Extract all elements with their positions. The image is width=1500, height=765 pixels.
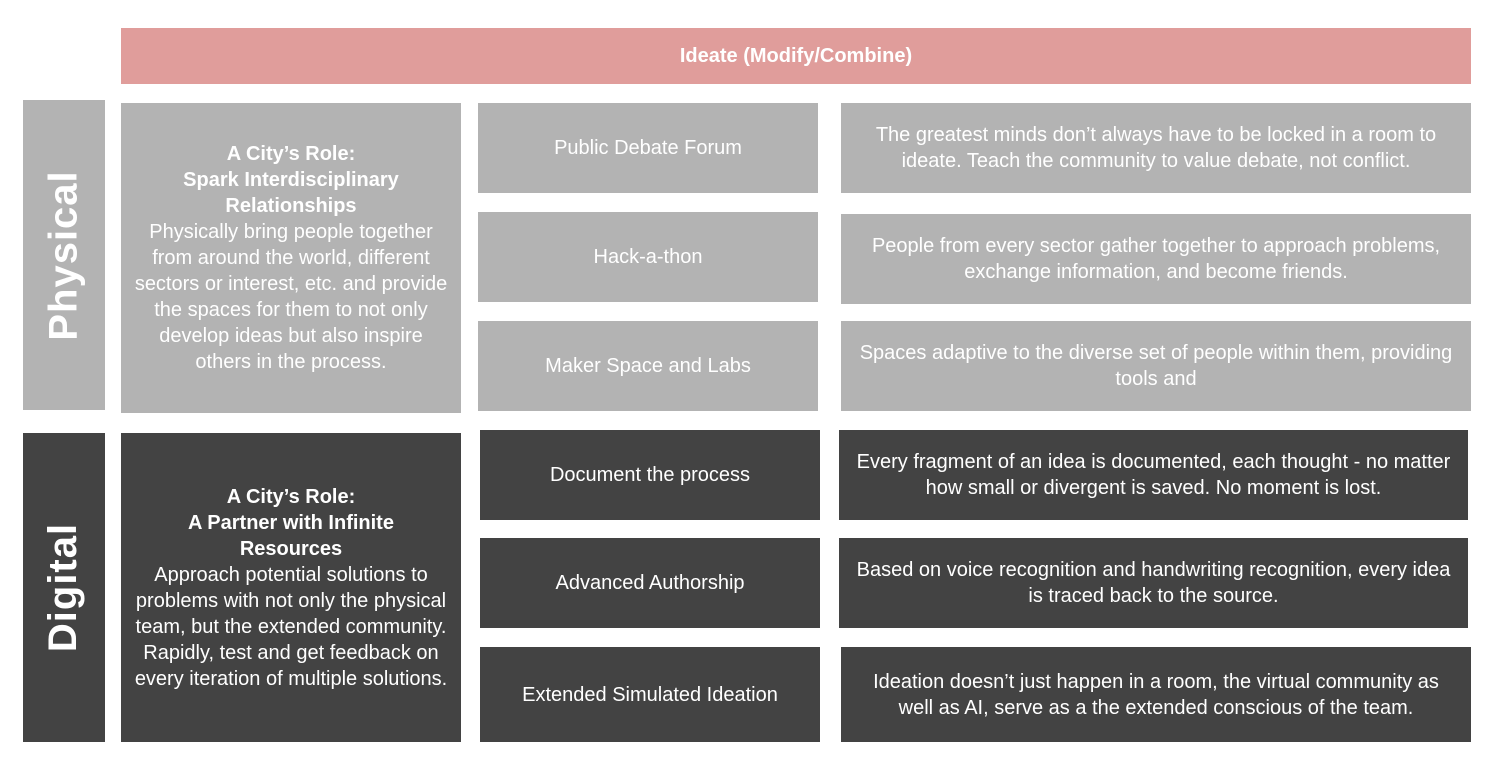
item-name: Maker Space and Labs [545, 355, 751, 377]
digital-item-document-process [480, 430, 820, 520]
section-header [121, 28, 1471, 84]
item-description: The greatest minds don’t always have to be locked in a room to ideate. Teach the community to value debate, not conflict. [875, 124, 1437, 172]
physical-item-maker-space [478, 321, 818, 411]
digital-role-title: A City’s Role: A Partner with Infinite Resources [188, 485, 394, 560]
item-description: Based on voice recognition and handwriting recognition, every idea is traced back to the source. [856, 559, 1451, 607]
physical-item-hackathon-description [841, 214, 1471, 304]
digital-item-document-process-description [839, 430, 1468, 520]
item-description: Every fragment of an idea is documented, each thought - no matter how small or divergent is saved. No moment is lost. [856, 451, 1451, 499]
digital-row-label [23, 433, 105, 742]
item-name: Hack-a-thon [593, 246, 703, 268]
item-description: People from every sector gather together to approach problems, exchange information, and become friends. [871, 235, 1441, 283]
header-title: Ideate (Modify/Combine) [679, 44, 913, 67]
digital-role-box [121, 433, 461, 742]
digital-item-extended-simulated-ideation-description [841, 647, 1471, 742]
digital-label-text: Digital [41, 522, 86, 653]
digital-item-advanced-authorship [480, 538, 820, 628]
physical-label-text: Physical [41, 169, 86, 341]
physical-item-maker-space-description [841, 321, 1471, 411]
digital-item-extended-simulated-ideation [480, 647, 820, 742]
item-name: Advanced Authorship [555, 572, 745, 594]
digital-role-description: Approach potential solutions to problems with not only the physical team, but the extended community. Rapidly, test and get feedback on every iteration of multiple solutions. [134, 563, 448, 690]
item-description: Ideation doesn’t just happen in a room, the virtual community as well as AI, serve as a the extended conscious of the team. [873, 670, 1439, 719]
item-description: Spaces adaptive to the diverse set of people within them, providing tools and [859, 342, 1453, 390]
physical-item-hackathon [478, 212, 818, 302]
item-name: Public Debate Forum [554, 137, 742, 159]
physical-row-label [23, 100, 105, 410]
item-name: Document the process [549, 464, 751, 486]
physical-role-box [121, 103, 461, 413]
physical-item-public-debate-forum [478, 103, 818, 193]
physical-item-public-debate-forum-description [841, 103, 1471, 193]
digital-item-advanced-authorship-description [839, 538, 1468, 628]
physical-role-description: Physically bring people together from around the world, different sectors or interest, etc. and provide the spaces for them to not only develop ideas but also inspire others in the process. [134, 221, 448, 373]
item-name: Extended Simulated Ideation [522, 683, 778, 706]
physical-role-title: A City’s Role: Spark Interdisciplinary Relationships [183, 143, 399, 217]
